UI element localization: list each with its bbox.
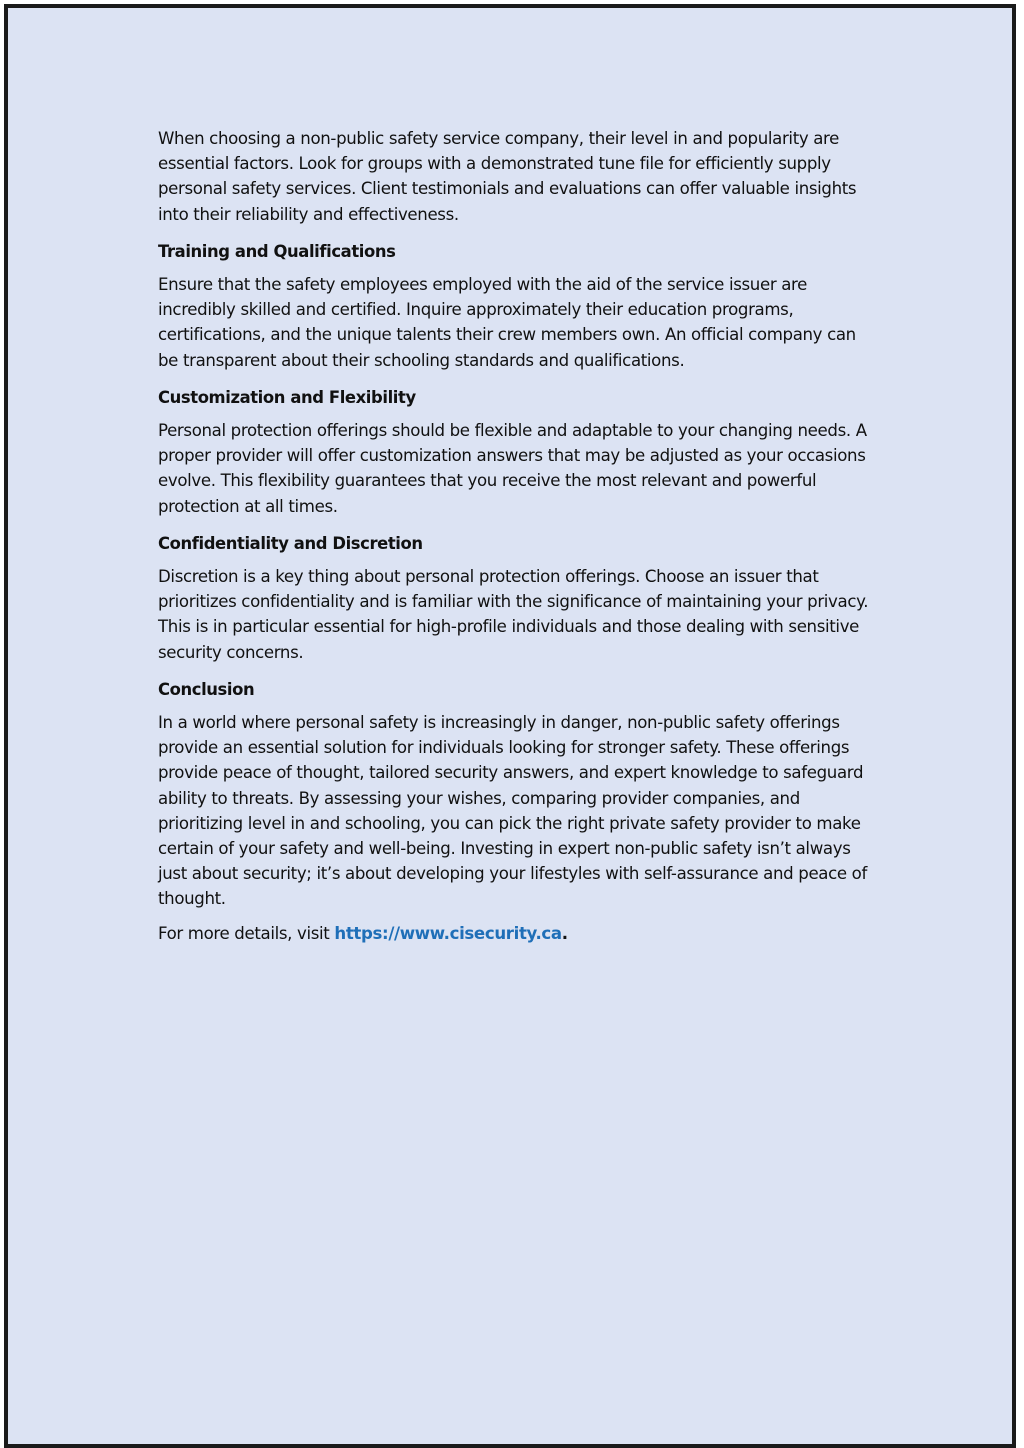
website-link[interactable]: https://www.cisecurity.ca bbox=[334, 923, 562, 943]
document-body bbox=[158, 126, 878, 955]
footer-prefix: For more details, visit bbox=[158, 923, 335, 943]
section-confidentiality bbox=[158, 531, 878, 665]
section-heading: Training and Qualifications bbox=[158, 241, 396, 261]
section-paragraph: In a world where personal safety is increasingly in danger, non-public safety offerings provide an essential solution for individuals looking for stronger safety. These offerings provide peace of thought, tailored security answers, and expert knowledge to safeguard ability to threats. By assessing your wishes, comparing provider companies, and prioritizing level in and schooling, you can pick the right private safety provider to make certain of your safety and well-being. Investing in expert non-public safety isn’t always just about security; it’s about developing your lifestyles with self-assurance and peace of thought. bbox=[158, 713, 867, 909]
section-training bbox=[158, 239, 878, 373]
section-heading: Conclusion bbox=[158, 679, 255, 699]
section-paragraph: Ensure that the safety employees employed with the aid of the service issuer are incredibly skilled and certified. Inquire approximately their education programs, certifications, and the unique talents their crew members own. An official company can be transparent about their schooling standards and qualifications. bbox=[158, 275, 856, 370]
section-conclusion bbox=[158, 677, 878, 912]
section-paragraph: Personal protection offerings should be flexible and adaptable to your changing needs. A proper provider will offer customization answers that may be adjusted as your occasions evolve. This flexibility guarantees that you receive the most relevant and powerful protection at all times. bbox=[158, 421, 867, 516]
footer-suffix: . bbox=[561, 923, 568, 943]
intro-paragraph: When choosing a non-public safety service company, their level in and popularity are essential factors. Look for groups with a demonstrated tune file for efficiently supply personal safety services. Client testimonials and evaluations can offer valuable insights into their reliability and effectiveness. bbox=[158, 129, 857, 224]
section-customization bbox=[158, 385, 878, 519]
footer-line bbox=[158, 921, 878, 946]
section-heading: Confidentiality and Discretion bbox=[158, 533, 423, 553]
section-heading: Customization and Flexibility bbox=[158, 387, 416, 407]
document-page bbox=[4, 4, 1016, 1448]
section-paragraph: Discretion is a key thing about personal protection offerings. Choose an issuer that prioritizes confidentiality and is familiar with the significance of maintaining your privacy. This is in particular essential for high-profile individuals and those dealing with sensitive security concerns. bbox=[158, 567, 869, 662]
